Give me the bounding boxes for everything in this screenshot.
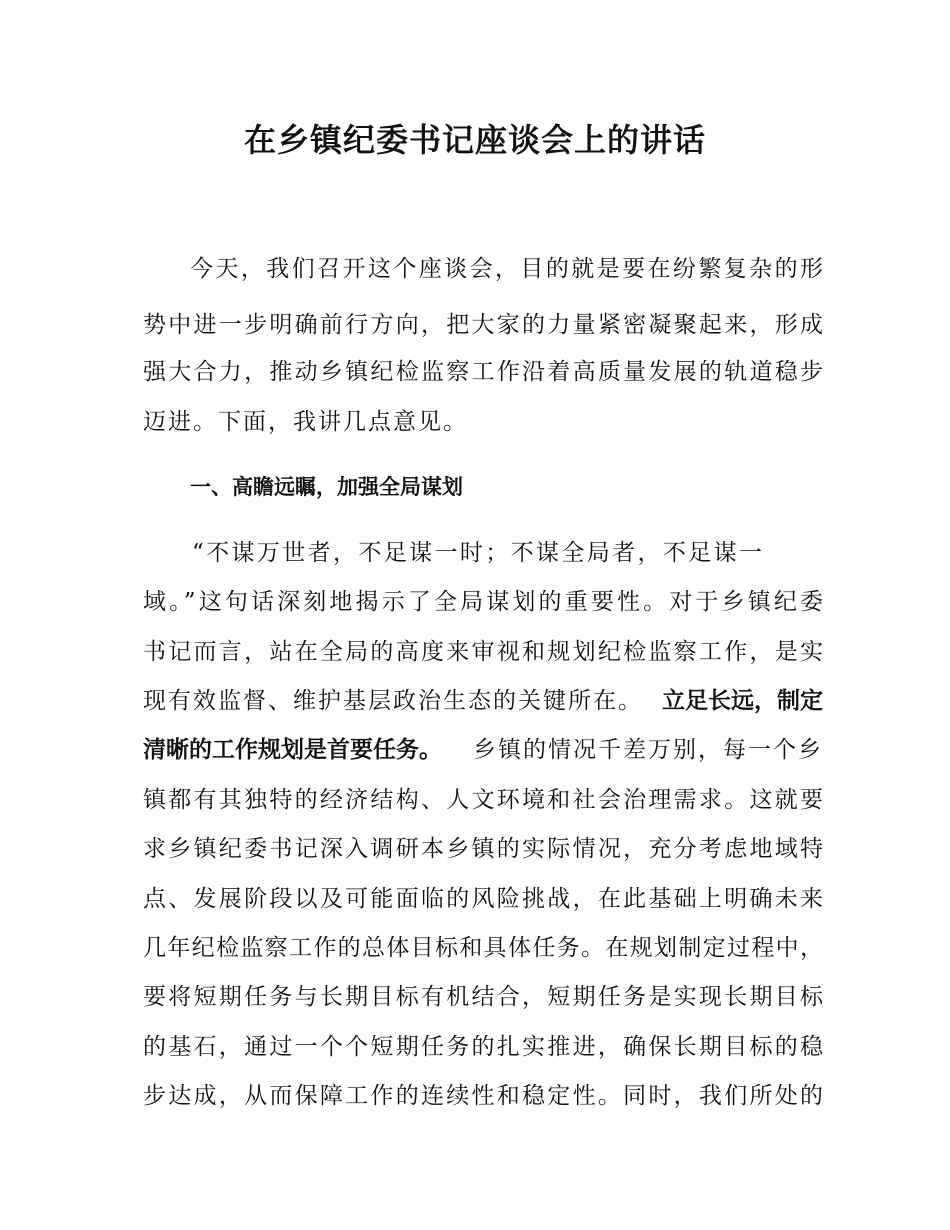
paragraph-line	[143, 677, 823, 726]
paragraph-line: 镇都有其独特的经济结构、人文环境和社会治理需求。这就要	[143, 787, 823, 813]
emphasis-text: 立足长远，制定	[662, 688, 823, 714]
paragraph-text: 乡镇的情况千差万别，每一个乡	[473, 737, 823, 763]
paragraph-line: 点、发展阶段以及可能面临的风险挑战，在此基础上明确未来	[143, 886, 823, 912]
emphasis-text: 清晰的工作规划是首要任务。	[143, 737, 442, 763]
paragraph-line: 势中进一步明确前行方向，把大家的力量紧密凝聚起来，形成	[143, 312, 823, 338]
paragraph-line: 强大合力，推动乡镇纪检监察工作沿着高质量发展的轨道稳步	[143, 359, 823, 385]
section-heading: 一、高瞻远瞩，加强全局谋划	[190, 475, 463, 499]
document-title: 在乡镇纪委书记座谈会上的讲话	[243, 121, 706, 159]
paragraph-text: 现有效监督、维护基层政治生态的关键所在。	[143, 688, 643, 714]
paragraph-line: “不谋万世者，不足谋一时；不谋全局者，不足谋一	[192, 540, 762, 566]
paragraph-line: 域。”这句话深刻地揭示了全局谋划的重要性。对于乡镇纪委	[143, 589, 823, 615]
paragraph-line: 书记而言，站在全局的高度来审视和规划纪检监察工作，是实	[143, 639, 823, 665]
paragraph-line: 要将短期任务与长期目标有机结合，短期任务是实现长期目标	[143, 984, 823, 1010]
paragraph-line: 几年纪检监察工作的总体目标和具体任务。在规划制定过程中，	[143, 935, 823, 961]
paragraph-line: 今天，我们召开这个座谈会，目的就是要在纷繁复杂的形	[190, 256, 823, 282]
paragraph-line: 的基石，通过一个个短期任务的扎实推进，确保长期目标的稳	[143, 1034, 823, 1060]
paragraph-line: 求乡镇纪委书记深入调研本乡镇的实际情况，充分考虑地域特	[143, 836, 823, 862]
paragraph-line	[143, 726, 823, 775]
paragraph-line: 步达成，从而保障工作的连续性和稳定性。同时，我们所处的	[143, 1083, 823, 1109]
paragraph-line: 迈进。下面，我讲几点意见。	[143, 409, 468, 435]
